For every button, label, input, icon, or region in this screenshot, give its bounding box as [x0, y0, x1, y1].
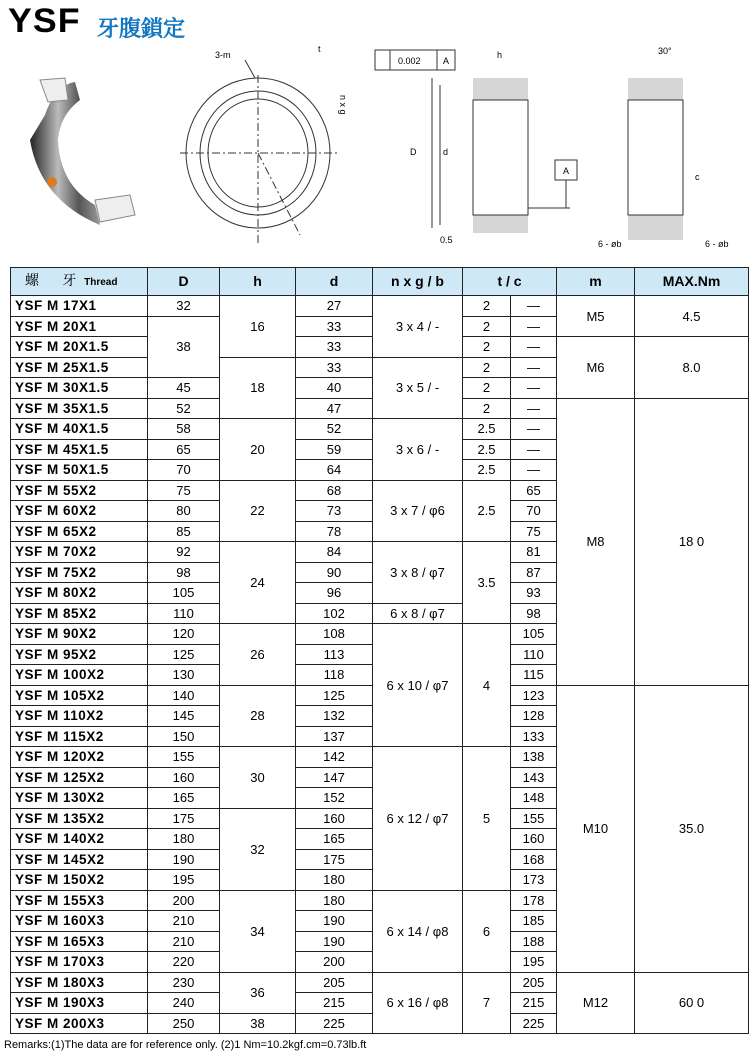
- t-cell: 3.5: [463, 542, 511, 624]
- max-cell: 60 0: [635, 972, 749, 1034]
- m-cell: M10: [557, 685, 635, 972]
- d-cell: 108: [296, 624, 373, 645]
- t-cell: 2.5: [463, 439, 511, 460]
- max-cell: 35.0: [635, 685, 749, 972]
- spec-table: [10, 267, 749, 1034]
- d-cell: 90: [296, 562, 373, 583]
- d-cell: 205: [296, 972, 373, 993]
- D-cell: 140: [148, 685, 220, 706]
- D-cell: 155: [148, 747, 220, 768]
- remarks: Remarks:(1)The data are for reference only. (2)1 Nm=10.2kgf.cm=0.73lb.ft: [4, 1039, 367, 1051]
- D-cell: 52: [148, 398, 220, 419]
- c-cell: 110: [511, 644, 557, 665]
- d-cell: 180: [296, 890, 373, 911]
- D-cell: 180: [148, 829, 220, 850]
- label-offset: 0.5: [440, 235, 453, 245]
- h-cell: 16: [220, 296, 296, 358]
- h-cell: 38: [220, 1013, 296, 1034]
- d-cell: 27: [296, 296, 373, 317]
- D-cell: 105: [148, 583, 220, 604]
- t-cell: 2: [463, 316, 511, 337]
- thread-cell: YSF M 45X1.5: [11, 439, 148, 460]
- D-cell: 120: [148, 624, 220, 645]
- thread-cell: YSF M 60X2: [11, 501, 148, 522]
- c-cell: —: [511, 419, 557, 440]
- d-cell: 137: [296, 726, 373, 747]
- c-cell: —: [511, 316, 557, 337]
- c-cell: 188: [511, 931, 557, 952]
- label-m: 3-m: [215, 50, 231, 60]
- d-cell: 225: [296, 1013, 373, 1034]
- label-datum-A: A: [563, 166, 570, 176]
- d-cell: 33: [296, 316, 373, 337]
- c-cell: —: [511, 460, 557, 481]
- label-d: d: [443, 147, 449, 157]
- c-cell: 205: [511, 972, 557, 993]
- c-cell: 123: [511, 685, 557, 706]
- c-cell: 65: [511, 480, 557, 501]
- d-cell: 33: [296, 337, 373, 358]
- d-cell: 200: [296, 952, 373, 973]
- d-cell: 68: [296, 480, 373, 501]
- c-cell: 115: [511, 665, 557, 686]
- h-cell: 22: [220, 480, 296, 542]
- t-cell: 2.5: [463, 419, 511, 440]
- c-cell: 87: [511, 562, 557, 583]
- c-cell: 160: [511, 829, 557, 850]
- front-view-drawing: [180, 60, 340, 245]
- D-cell: 175: [148, 808, 220, 829]
- d-cell: 102: [296, 603, 373, 624]
- t-cell: 2: [463, 337, 511, 358]
- t-cell: 6: [463, 890, 511, 972]
- thread-cell: YSF M 145X2: [11, 849, 148, 870]
- d-cell: 160: [296, 808, 373, 829]
- header-thread-zh1: 螺: [25, 272, 39, 288]
- header-thread-en: Thread: [84, 277, 118, 288]
- nxg-cell: 6 x 12 / φ7: [373, 747, 463, 891]
- d-cell: 59: [296, 439, 373, 460]
- thread-cell: YSF M 135X2: [11, 808, 148, 829]
- h-cell: 28: [220, 685, 296, 747]
- D-cell: 65: [148, 439, 220, 460]
- t-cell: 2.5: [463, 480, 511, 542]
- max-cell: 18 0: [635, 398, 749, 685]
- thread-cell: YSF M 160X3: [11, 911, 148, 932]
- D-cell: 80: [148, 501, 220, 522]
- table-row: [11, 972, 749, 993]
- thread-cell: YSF M 115X2: [11, 726, 148, 747]
- label-tolerance: 0.002: [398, 56, 421, 66]
- d-cell: 118: [296, 665, 373, 686]
- nxg-cell: 3 x 4 / -: [373, 296, 463, 358]
- h-cell: 26: [220, 624, 296, 686]
- d-cell: 132: [296, 706, 373, 727]
- header-thread-zh2: 牙: [62, 272, 77, 288]
- thread-cell: YSF M 40X1.5: [11, 419, 148, 440]
- c-cell: 128: [511, 706, 557, 727]
- c-cell: 185: [511, 911, 557, 932]
- lock-nut-photo: [30, 78, 135, 225]
- D-cell: 110: [148, 603, 220, 624]
- c-cell: 138: [511, 747, 557, 768]
- c-cell: —: [511, 357, 557, 378]
- side-view-drawing: [375, 50, 683, 240]
- thread-cell: YSF M 200X3: [11, 1013, 148, 1034]
- thread-cell: YSF M 165X3: [11, 931, 148, 952]
- header-nxg: n x g / b: [373, 268, 463, 296]
- d-cell: 84: [296, 542, 373, 563]
- c-cell: —: [511, 378, 557, 399]
- label-hole-1: 6 - øb: [598, 239, 622, 249]
- label-nxg: n x g: [338, 95, 348, 115]
- nxg-cell: 6 x 14 / φ8: [373, 890, 463, 972]
- c-cell: 98: [511, 603, 557, 624]
- t-cell: 2: [463, 357, 511, 378]
- label-hole-2: 6 - øb: [705, 239, 729, 249]
- nxg-cell: 3 x 7 / φ6: [373, 480, 463, 542]
- thread-cell: YSF M 50X1.5: [11, 460, 148, 481]
- thread-cell: YSF M 65X2: [11, 521, 148, 542]
- m-cell: M5: [557, 296, 635, 337]
- c-cell: 93: [511, 583, 557, 604]
- D-cell: 195: [148, 870, 220, 891]
- thread-cell: YSF M 170X3: [11, 952, 148, 973]
- d-cell: 215: [296, 993, 373, 1014]
- D-cell: 220: [148, 952, 220, 973]
- c-cell: 81: [511, 542, 557, 563]
- thread-cell: YSF M 70X2: [11, 542, 148, 563]
- t-cell: 2.5: [463, 460, 511, 481]
- table-header: [11, 268, 749, 296]
- D-cell: 70: [148, 460, 220, 481]
- d-cell: 165: [296, 829, 373, 850]
- d-cell: 96: [296, 583, 373, 604]
- label-datum: A: [443, 56, 450, 66]
- h-cell: 34: [220, 890, 296, 972]
- thread-cell: YSF M 125X2: [11, 767, 148, 788]
- product-subtitle: 牙腹鎖定: [97, 16, 186, 41]
- thread-cell: YSF M 25X1.5: [11, 357, 148, 378]
- D-cell: 240: [148, 993, 220, 1014]
- header-d: d: [296, 268, 373, 296]
- t-cell: 5: [463, 747, 511, 891]
- c-cell: —: [511, 439, 557, 460]
- D-cell: 160: [148, 767, 220, 788]
- product-code: YSF: [8, 2, 81, 40]
- D-cell: 85: [148, 521, 220, 542]
- m-cell: M12: [557, 972, 635, 1034]
- label-c: c: [695, 172, 700, 182]
- thread-cell: YSF M 85X2: [11, 603, 148, 624]
- d-cell: 33: [296, 357, 373, 378]
- c-cell: 225: [511, 1013, 557, 1034]
- header-m: m: [557, 268, 635, 296]
- max-cell: 8.0: [635, 337, 749, 399]
- c-cell: 133: [511, 726, 557, 747]
- d-cell: 113: [296, 644, 373, 665]
- thread-cell: YSF M 105X2: [11, 685, 148, 706]
- c-cell: —: [511, 337, 557, 358]
- label-h: h: [497, 50, 503, 60]
- d-cell: 147: [296, 767, 373, 788]
- c-cell: —: [511, 296, 557, 317]
- thread-cell: YSF M 95X2: [11, 644, 148, 665]
- max-cell: 4.5: [635, 296, 749, 337]
- c-cell: —: [511, 398, 557, 419]
- header-max: MAX.Nm: [635, 268, 749, 296]
- thread-cell: YSF M 90X2: [11, 624, 148, 645]
- label-angle: 30°: [658, 46, 672, 56]
- h-cell: 20: [220, 419, 296, 481]
- d-cell: 190: [296, 931, 373, 952]
- c-cell: 75: [511, 521, 557, 542]
- thread-cell: YSF M 120X2: [11, 747, 148, 768]
- d-cell: 142: [296, 747, 373, 768]
- c-cell: 148: [511, 788, 557, 809]
- d-cell: 125: [296, 685, 373, 706]
- table-row: [11, 296, 749, 317]
- thread-cell: YSF M 190X3: [11, 993, 148, 1014]
- d-cell: 190: [296, 911, 373, 932]
- nxg-cell: 6 x 16 / φ8: [373, 972, 463, 1034]
- thread-cell: YSF M 140X2: [11, 829, 148, 850]
- D-cell: 130: [148, 665, 220, 686]
- D-cell: 165: [148, 788, 220, 809]
- c-cell: 178: [511, 890, 557, 911]
- technical-drawings: [0, 40, 753, 250]
- d-cell: 40: [296, 378, 373, 399]
- d-cell: 64: [296, 460, 373, 481]
- D-cell: 92: [148, 542, 220, 563]
- thread-cell: YSF M 20X1: [11, 316, 148, 337]
- t-cell: 2: [463, 398, 511, 419]
- thread-cell: YSF M 55X2: [11, 480, 148, 501]
- c-cell: 105: [511, 624, 557, 645]
- h-cell: 18: [220, 357, 296, 419]
- h-cell: 30: [220, 747, 296, 809]
- D-cell: 38: [148, 316, 220, 378]
- D-cell: 58: [148, 419, 220, 440]
- d-cell: 78: [296, 521, 373, 542]
- header-tc: t / c: [463, 268, 557, 296]
- D-cell: 75: [148, 480, 220, 501]
- D-cell: 230: [148, 972, 220, 993]
- c-cell: 143: [511, 767, 557, 788]
- c-cell: 70: [511, 501, 557, 522]
- thread-cell: YSF M 35X1.5: [11, 398, 148, 419]
- thread-cell: YSF M 75X2: [11, 562, 148, 583]
- thread-cell: YSF M 180X3: [11, 972, 148, 993]
- thread-cell: YSF M 30X1.5: [11, 378, 148, 399]
- nxg-cell: 3 x 8 / φ7: [373, 542, 463, 604]
- thread-cell: YSF M 20X1.5: [11, 337, 148, 358]
- c-cell: 173: [511, 870, 557, 891]
- D-cell: 150: [148, 726, 220, 747]
- m-cell: M8: [557, 398, 635, 685]
- nxg-cell: 6 x 10 / φ7: [373, 624, 463, 747]
- h-cell: 24: [220, 542, 296, 624]
- c-cell: 195: [511, 952, 557, 973]
- d-cell: 180: [296, 870, 373, 891]
- nxg-cell: 3 x 5 / -: [373, 357, 463, 419]
- header-h: h: [220, 268, 296, 296]
- header-D: D: [148, 268, 220, 296]
- thread-cell: YSF M 110X2: [11, 706, 148, 727]
- D-cell: 45: [148, 378, 220, 399]
- D-cell: 210: [148, 931, 220, 952]
- t-cell: 2: [463, 378, 511, 399]
- c-cell: 155: [511, 808, 557, 829]
- nxg-cell: 6 x 8 / φ7: [373, 603, 463, 624]
- D-cell: 210: [148, 911, 220, 932]
- m-cell: M6: [557, 337, 635, 399]
- h-cell: 36: [220, 972, 296, 1013]
- thread-cell: YSF M 150X2: [11, 870, 148, 891]
- nxg-cell: 3 x 6 / -: [373, 419, 463, 481]
- thread-cell: YSF M 155X3: [11, 890, 148, 911]
- thread-cell: YSF M 130X2: [11, 788, 148, 809]
- D-cell: 125: [148, 644, 220, 665]
- thread-cell: YSF M 100X2: [11, 665, 148, 686]
- D-cell: 250: [148, 1013, 220, 1034]
- d-cell: 47: [296, 398, 373, 419]
- h-cell: 32: [220, 808, 296, 890]
- D-cell: 190: [148, 849, 220, 870]
- d-cell: 52: [296, 419, 373, 440]
- D-cell: 32: [148, 296, 220, 317]
- label-D: D: [410, 147, 417, 157]
- t-cell: 2: [463, 296, 511, 317]
- t-cell: 7: [463, 972, 511, 1034]
- d-cell: 175: [296, 849, 373, 870]
- D-cell: 200: [148, 890, 220, 911]
- D-cell: 98: [148, 562, 220, 583]
- thread-cell: YSF M 17X1: [11, 296, 148, 317]
- d-cell: 152: [296, 788, 373, 809]
- c-cell: 215: [511, 993, 557, 1014]
- thread-cell: YSF M 80X2: [11, 583, 148, 604]
- D-cell: 145: [148, 706, 220, 727]
- label-t: t: [318, 44, 321, 54]
- c-cell: 168: [511, 849, 557, 870]
- header-thread: [11, 268, 148, 296]
- t-cell: 4: [463, 624, 511, 747]
- d-cell: 73: [296, 501, 373, 522]
